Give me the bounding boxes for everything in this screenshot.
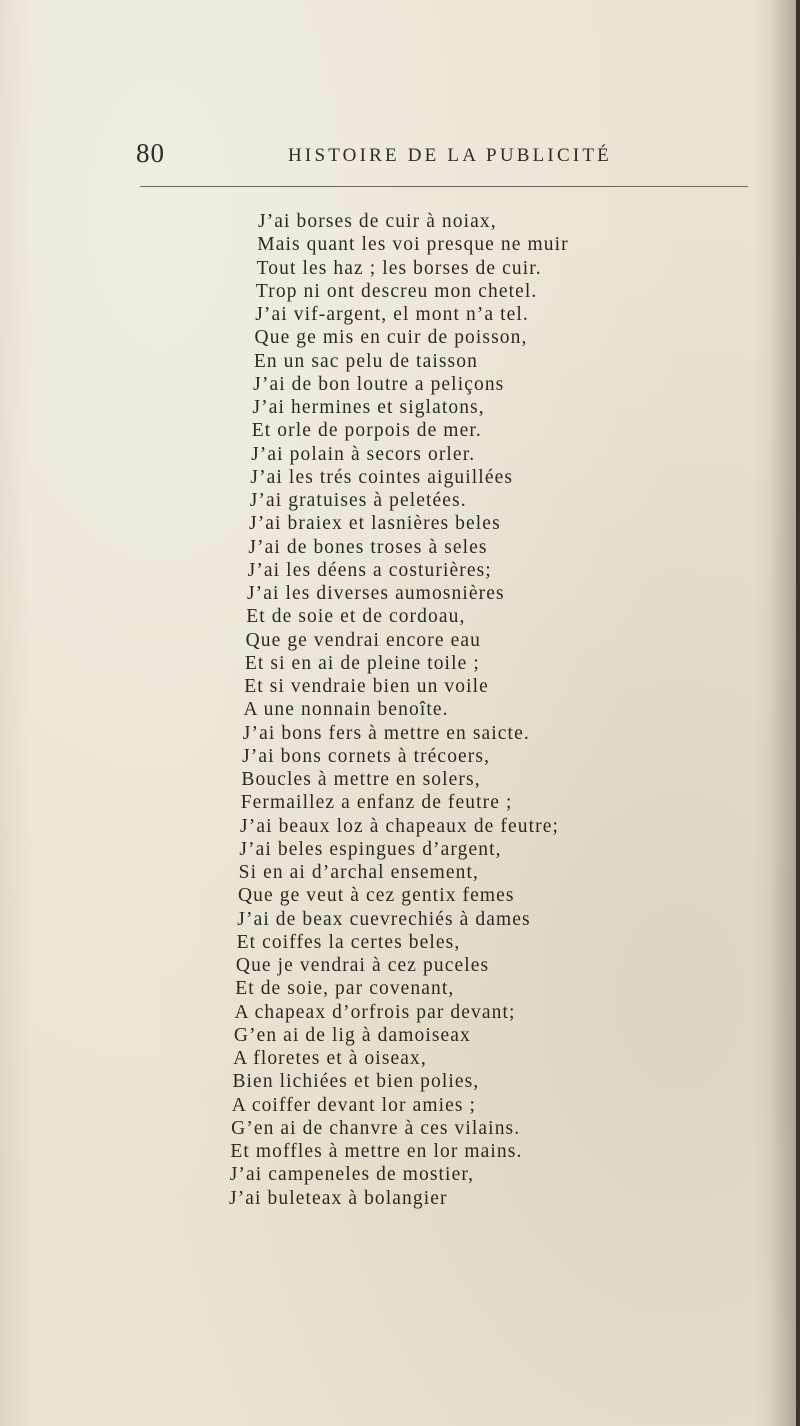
verse-line: J’ai braiex et lasnières beles (249, 513, 501, 535)
verse-line: Tout les haz ; les borses de cuir. (256, 257, 542, 279)
page-edge (796, 0, 800, 1426)
verse-line: Que ge mis en cuir de poisson, (254, 327, 528, 349)
verse-line: Et coiffes la certes beles, (236, 931, 461, 953)
verse-line: J’ai campeneles de mostier, (229, 1164, 475, 1186)
verse-line: J’ai buleteax à bolangier (229, 1187, 448, 1209)
verse-line: Mais quant les voi presque ne muir (257, 234, 569, 256)
verse-line: A floretes et à oiseax, (233, 1048, 427, 1069)
verse-line: Et si en ai de pleine toile ; (244, 652, 480, 674)
page-number: 80 (136, 138, 165, 168)
verse-line: Et de soie, par covenant, (235, 978, 455, 1000)
verse-line: J’ai de beax cuevrechiés à dames (237, 908, 531, 930)
verse-line: Bien lichiées et bien polies, (232, 1071, 480, 1093)
verse-line: J’ai bons fers à mettre en saicte. (242, 722, 530, 744)
verse-line: J’ai beles espingues d’argent, (239, 838, 502, 860)
verse-line: G’en ai de lig à damoiseax (233, 1024, 471, 1046)
verse-line: J’ai les diverses aumosnières (246, 583, 505, 604)
verse-line: J’ai gratuises à peletées. (249, 490, 467, 511)
verse-line: Et si vendraie bien un voile (244, 676, 489, 697)
verse-line: A coiffer devant lor amies ; (231, 1094, 477, 1116)
verse-line: Que ge vendrai encore eau (245, 629, 481, 651)
verse-line: Si en ai d’archal ensement, (238, 862, 479, 883)
verse-line: A chapeax d’orfrois par devant; (234, 1001, 516, 1023)
verse-line: J’ai borses de cuir à noiax, (258, 211, 497, 232)
verse-line: J’ai les déens a costurières; (247, 559, 492, 581)
verse-line: Que ge veut à cez gentix femes (237, 885, 515, 907)
verse-line: J’ai vif-argent, el mont n’a tel. (255, 304, 529, 325)
verse-line: Fermaillez a enfanz de feutre ; (240, 792, 513, 814)
verse-line: J’ai de bon loutre a peliçons (253, 373, 505, 395)
verse-line: J’ai bons cornets à trécoers, (242, 745, 491, 767)
verse-line: A une nonnain benoîte. (243, 699, 449, 721)
verse-line: Et de soie et de cordoau, (246, 606, 466, 628)
verse-line: J’ai beaux loz à chapeaux de feutre; (240, 815, 559, 837)
verse-line: Et orle de porpois de mer. (251, 420, 482, 442)
header-rule (140, 186, 748, 187)
verse-line: Trop ni ont descreu mon chetel. (255, 280, 538, 302)
verse-line: J’ai hermines et siglatons, (252, 397, 485, 418)
verse-line: J’ai les trés cointes aiguillées (250, 466, 514, 488)
verse-line: Et moffles à mettre en lor mains. (230, 1141, 523, 1162)
verse-line: En un sac pelu de taisson (253, 350, 478, 372)
verse-line: G’en ai de chanvre à ces vilains. (231, 1117, 521, 1139)
verse-line: J’ai polain à secors orler. (251, 443, 476, 465)
running-title: HISTOIRE DE LA PUBLICITÉ (288, 145, 612, 166)
verse-line: Que je vendrai à cez puceles (235, 955, 490, 976)
verse-line: Boucles à mettre en solers, (241, 769, 481, 790)
page-header (0, 0, 800, 200)
verse-line: J’ai de bones troses à seles (248, 536, 488, 558)
